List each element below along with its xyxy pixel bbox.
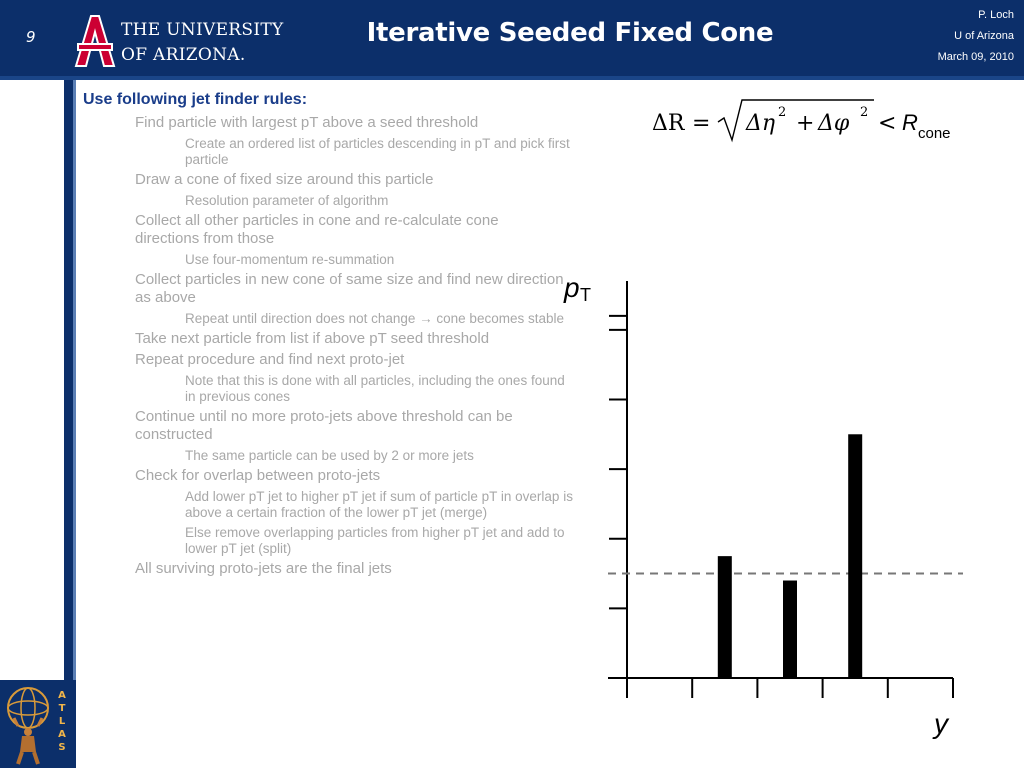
atlas-letter: A xyxy=(58,690,66,701)
formula-square-1: 2 xyxy=(778,105,787,120)
presentation-date: March 09, 2010 xyxy=(937,51,1014,63)
university-logo xyxy=(74,14,284,72)
formula-less-than: < xyxy=(878,111,897,136)
bullet-item: Repeat procedure and find next proto-jet xyxy=(135,351,405,368)
cone-radius-formula xyxy=(652,96,972,146)
atlas-letter: T xyxy=(58,703,66,714)
sub-bullet-item: Else remove overlapping particles from higher pT jet and add to lower pT jet (split) xyxy=(185,525,565,556)
arizona-a-icon xyxy=(74,14,116,68)
formula-delta-r: ΔR xyxy=(652,111,685,136)
pt-distribution-chart xyxy=(556,265,986,745)
sub-bullet-item: Resolution parameter of algorithm xyxy=(185,193,389,208)
formula-r: R xyxy=(902,110,918,135)
formula-equals: = xyxy=(692,111,711,136)
bullet-item: Continue until no more proto-jets above threshold can be constructed xyxy=(135,408,513,443)
logo-text-line1: THE UNIVERSITY xyxy=(121,20,284,40)
y-axis-label: p xyxy=(564,272,580,303)
atlas-letter: S xyxy=(58,742,66,753)
particle-bar xyxy=(848,434,862,678)
sub-bullet-item: The same particle can be used by 2 or more jets xyxy=(185,448,474,463)
formula-square-2: 2 xyxy=(860,105,869,120)
author-block xyxy=(938,5,1014,68)
sub-bullet-item: Use four-momentum re-summation xyxy=(185,252,395,267)
left-accent-bar-light xyxy=(73,80,76,680)
bullet-list xyxy=(83,89,573,578)
slide-number: 9 xyxy=(26,28,36,46)
bullet-item: Draw a cone of fixed size around this particle xyxy=(135,171,434,188)
bullet-item: Check for overlap between proto-jets xyxy=(135,467,381,484)
atlas-letter: A xyxy=(58,729,66,740)
bullet-items xyxy=(83,114,573,578)
bullet-item: Collect all other particles in cone and re-calculate cone directions from those xyxy=(135,212,499,247)
left-accent-bar xyxy=(64,80,73,680)
atlas-letter: L xyxy=(58,716,66,727)
particle-bar xyxy=(718,556,732,678)
bullet-item: All surviving proto-jets are the final jets xyxy=(135,560,392,577)
atlas-figure-icon xyxy=(0,680,56,768)
particle-bar xyxy=(783,581,797,678)
logo-text-line2: OF ARIZONA. xyxy=(121,45,246,65)
formula-cone-subscript: cone xyxy=(918,125,951,142)
y-axis-label-subscript: T xyxy=(580,285,591,305)
sub-bullet-item: Create an ordered list of particles descending in pT and pick first particle xyxy=(185,136,570,167)
author-affiliation: U of Arizona xyxy=(954,30,1014,42)
sub-bullet-item: Note that this is done with all particles, including the ones found in previous cones xyxy=(185,373,565,404)
atlas-wordmark xyxy=(55,689,69,754)
formula-plus: + xyxy=(796,111,815,136)
bullet-item: Find particle with largest pT above a seed threshold xyxy=(135,114,479,131)
content-heading: Use following jet finder rules: xyxy=(83,91,308,108)
bullet-item: Collect particles in new cone of same size and find new direction as above xyxy=(135,271,564,306)
header-underline xyxy=(0,76,1024,80)
sub-bullet-item: Repeat until direction does not change → cone becomes stable xyxy=(185,311,564,326)
x-axis-label: y xyxy=(934,708,948,739)
sub-bullet-item: Add lower pT jet to higher pT jet if sum of particle pT in overlap is above a certain fraction of the lower pT jet (merge) xyxy=(185,489,573,520)
slide-title: Iterative Seeded Fixed Cone xyxy=(366,18,774,48)
formula-delta-eta: Δη xyxy=(746,111,776,136)
bullet-item: Take next particle from list if above pT seed threshold xyxy=(135,330,490,347)
author-name: P. Loch xyxy=(978,9,1014,21)
formula-delta-phi: Δφ xyxy=(818,111,850,136)
